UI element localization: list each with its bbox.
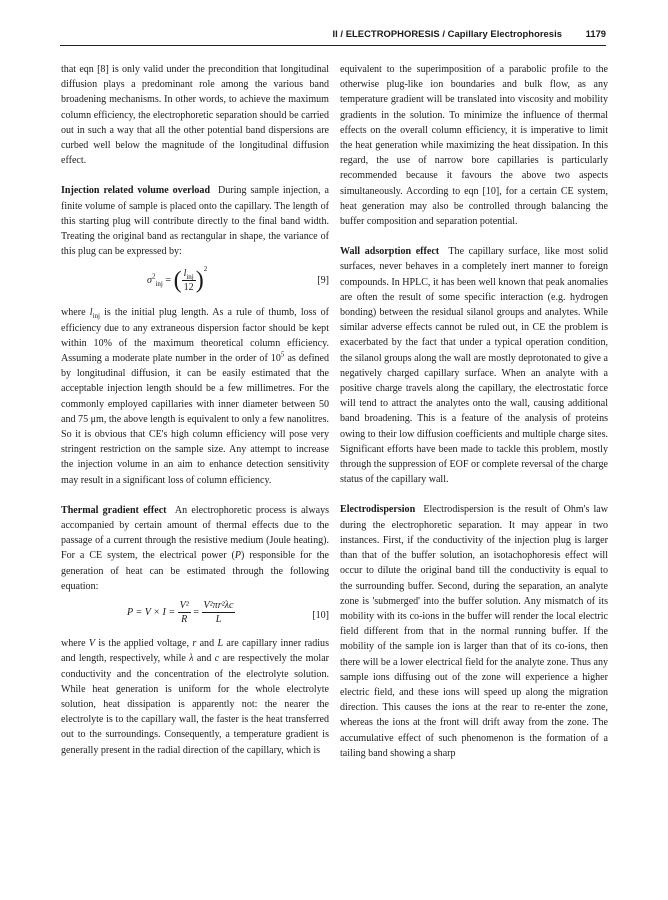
where2-c: and xyxy=(196,638,218,650)
eq9-number: [9] xyxy=(317,275,329,287)
where2-e: and xyxy=(193,653,215,665)
where2-c-symbol: c xyxy=(214,653,220,665)
left-column xyxy=(61,62,329,758)
where1-a: where xyxy=(61,307,90,319)
eq9-sigma-sup: 2 xyxy=(151,272,156,281)
thermal-p: P xyxy=(234,550,242,562)
equation-9 xyxy=(61,261,329,303)
eq10-fraction-1 xyxy=(178,599,191,626)
where1-symbol: l xyxy=(89,307,93,319)
eq9-outer-sup: 2 xyxy=(203,264,208,273)
where2-d: are capillary inner radius and length, respectively, while xyxy=(61,638,329,665)
injection-paragraph xyxy=(61,183,329,259)
running-header xyxy=(60,26,606,46)
wall-paragraph xyxy=(340,244,608,487)
thermal-b: ) responsible for the generation of heat can be estimated through the following equation: xyxy=(61,550,329,592)
left-paragraph-1: that eqn [8] is only valid under the precondition that longitudinal diffusion plays a predominant role among the various band broadening mechanisms. In other words, to achieve the maximum column efficiency, the electrophoretic separation should be carried out in such a way that all the other potential band dispersions are curbed well below the magnitude of the longitudinal diffusion effect. xyxy=(61,64,329,167)
wall-heading: Wall adsorption effect xyxy=(340,246,440,258)
thermal-heading: Thermal gradient effect xyxy=(61,504,167,516)
right-column xyxy=(340,62,608,761)
where2-f: are respectively the molar conductivity and the concentration of the electrolyte solution. While heat generation is uniform for the whole electrolyte solution, heat dissipation is apparently not: the nearer the electrolyte is to the capillary wall, the faster is the heat transferred out to the surroundings. Consequently, a temperature gradient is generally present in the radial direction of the capillary, which is xyxy=(61,653,329,756)
wall-text: The capillary surface, like most solid surfaces, never behaves in a completely inert manner to foreign compounds. In HPLC, it has been well known that peak anomalies are often the result of some specific interaction (e.g. hydrogen bonding) between the residual silanol groups and analytes. While similar adverse effects cannot be ruled out, in CE the problem is exacerbated by the fact that under a typical operation condition, the silanol groups along the wall are mostly deprotonated to give a negatively charged capillary surface. When an analyte with a positive charge travels along the capillary, the electrostatic force will tend to attract the analytes onto the wall, causing additional band broadening. This is a feature of the analysis of proteins owing to their low diffusion coefficients and multiple charge sites. Significant efforts have been made to tackle this problem, mostly through the suppression of EOF or complete reversal of the charge status of the capillary wall. xyxy=(340,246,608,486)
where2-v: V xyxy=(88,638,96,650)
eq9-sigma: σ xyxy=(147,275,152,287)
eq10-frac1-den: R xyxy=(181,614,188,626)
eq9-num-sub: inj xyxy=(186,273,194,282)
injection-text: During sample injection, a finite volume of sample is placed onto the capillary. The length of this starting plug will contribute directly to the final band width. Treating the original band as rectangular in shape, the variance of this plug can be expressed by: xyxy=(61,185,329,258)
page-number: 1179 xyxy=(585,28,606,39)
where1-b: is the initial plug length. As a rule of thumb, loss of efficiency due to any extraneous dispersion factor should be kept within 10% of the maximum theoretical column efficiency. Assuming a moderate plate number in the order of 10 xyxy=(61,307,330,365)
eq9-left-paren: ( xyxy=(173,267,182,294)
eq10-frac2-den: L xyxy=(215,614,222,626)
electro-paragraph xyxy=(340,502,608,760)
eq9-right-paren: ) xyxy=(195,267,204,294)
eq9-sigma-sub: inj xyxy=(155,280,163,289)
equation-10 xyxy=(61,596,329,634)
where2-r: r xyxy=(192,638,197,650)
eq9-num-symbol: l xyxy=(183,268,187,280)
header-rule xyxy=(60,45,606,46)
where1-sup: 5 xyxy=(280,350,285,359)
injection-heading: Injection related volume overload xyxy=(61,185,211,197)
where2-paragraph xyxy=(61,636,329,758)
where2-lambda: λ xyxy=(189,653,194,665)
where2-a: where xyxy=(61,638,89,650)
eq10-fraction-2 xyxy=(202,599,236,626)
where1-paragraph xyxy=(61,305,329,487)
eq9-denominator: 12 xyxy=(183,282,194,294)
where1-sub: inj xyxy=(92,312,100,321)
electro-heading: Electrodispersion xyxy=(340,504,416,516)
eq10-equals: = xyxy=(193,606,200,618)
thermal-paragraph xyxy=(61,503,329,594)
thermal-a: An electrophoretic process is always accompanied by certain amount of thermal effects due to the passage of a current through the resistive medium (Joule heating). For a CE system, the electrical power ( xyxy=(61,504,329,562)
where1-c: as defined by longitudinal diffusion, it can be easily estimated that the acceptable injection length should be a few millimetres. For the commonly employed capillaries with inner diameter between 50 and 75 μm, the above length is equivalent to only a few nanolitres. So it is obvious that CE's high column efficiency will pose very stringent restriction on the sample size. Any attempt to increase the injection volume in an aim to enhance detection sensitivity may result in a significant loss of column efficiency. xyxy=(61,353,329,486)
eq10-frac2-num: V²πr²λc xyxy=(203,600,234,612)
where2-l: L xyxy=(217,638,224,650)
electro-text: Electrodispersion is the result of Ohm's law during the electrophoretic separation. It may appear in two instances. First, if the conductivity of the injection plug is larger than that of the buffer solution, an isotachophoresis effect will occur to dilute the original band till the conductivity is equal to the surrounding buffer. Second, during the separation, an analyte zone is 'submerged' into the buffer solution. Any mismatch of its mobility with its co-ions in the buffer will render the local electric field different from that in the normal running buffer. If the mobility of the sample ion is larger than that of its co-ions, then there will be a lower electrical field for the analyte zone. Thus any sample ions diffusing out of the zone will experience a higher electric field, and these ions will speed up along the migration direction. This causes the ions at the rear to re-enter the zone, whereas the ions at the front will drift away from the zone. The accumulative effect of such phenomenon is the formation of a tailing band showing a sharp xyxy=(340,504,608,759)
eq10-frac1-num: V² xyxy=(179,600,189,612)
eq9-fraction xyxy=(182,267,196,294)
right-paragraph-1: equivalent to the superimposition of a parabolic profile to the otherwise plug-like ion boundaries and bulk flow, as any temperature gradient will be translated into viscosity and mobility gradients in the solution. To minimize the influence of thermal effects on the overall column efficiency, it is imperative to limit the heat generation while maximizing the heat dissipation. In this regard, the use of narrow bore capillaries is particularly recommended because it favours the above two aspects simultaneously. According to eqn [10], for a certain CE system, heat generation may also be controlled through balancing the buffer composition and separation potential. xyxy=(340,64,608,228)
eq10-lhs: P = V × I = xyxy=(127,606,176,618)
running-header-title: II / ELECTROPHORESIS / Capillary Electrophoresis xyxy=(332,28,562,39)
eq10-number: [10] xyxy=(312,610,329,622)
eq9-equals: = xyxy=(165,275,172,287)
where2-b: is the applied voltage, xyxy=(95,638,193,650)
